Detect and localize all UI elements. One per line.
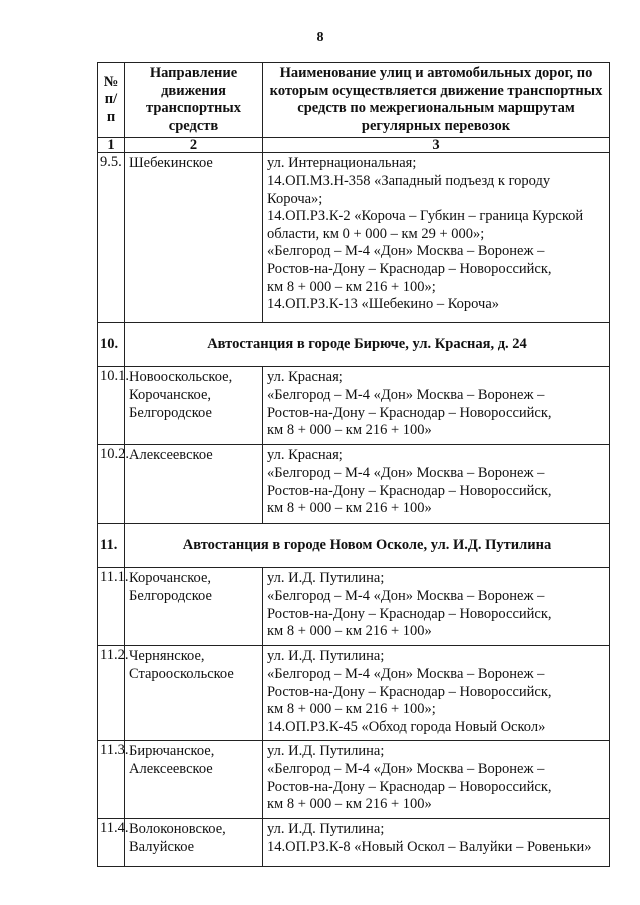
row-roads bbox=[263, 568, 610, 646]
row-number: 11.4. bbox=[98, 819, 125, 867]
cell-line: Ростов-на-Дону – Краснодар – Новороссийск, bbox=[267, 260, 552, 277]
row-number: 11.3. bbox=[98, 741, 125, 819]
row-number: 10.2. bbox=[98, 445, 125, 524]
cell-line: Корочанское, bbox=[129, 386, 212, 403]
cell-line: Бирючанское, bbox=[129, 743, 215, 760]
cell-line: км 8 + 000 – км 216 + 100» bbox=[267, 500, 432, 517]
header-number: № п/п bbox=[98, 63, 125, 138]
cell-line: Ростов-на-Дону – Краснодар – Новороссийск, bbox=[267, 605, 552, 622]
cell-line: ул. И.Д. Путилина; bbox=[267, 648, 385, 665]
table-row bbox=[98, 646, 610, 741]
cell-line: «Белгород – М-4 «Дон» Москва – Воронеж – bbox=[267, 587, 545, 604]
cell-line: ул. Красная; bbox=[267, 369, 343, 386]
table-row bbox=[98, 367, 610, 445]
header-roads: Наименование улиц и автомобильных дорог, по которым осуществляется движение транспортных средств по межрегиональным маршрутам регулярных перевозок bbox=[263, 63, 610, 138]
row-direction bbox=[125, 568, 263, 646]
cell-line: 14.ОП.РЗ.К-45 «Обход города Новый Оскол» bbox=[267, 718, 546, 735]
row-direction bbox=[125, 445, 263, 524]
station-title: Автостанция в городе Бирюче, ул. Красная, д. 24 bbox=[125, 323, 610, 367]
cell-line: Ростов-на-Дону – Краснодар – Новороссийск, bbox=[267, 482, 552, 499]
cell-line: «Белгород – М-4 «Дон» Москва – Воронеж – bbox=[267, 760, 545, 777]
page-number: 8 bbox=[316, 30, 324, 45]
bus-station-row bbox=[98, 323, 610, 367]
column-number-1: 1 bbox=[98, 138, 125, 153]
cell-line: 14.ОП.МЗ.Н-358 «Западный подъезд к городу bbox=[267, 172, 551, 189]
row-roads bbox=[263, 741, 610, 819]
cell-line: Белгородское bbox=[129, 587, 212, 604]
cell-line: Короча»; bbox=[267, 190, 323, 207]
cell-line: Алексеевское bbox=[129, 760, 213, 777]
cell-line: ул. И.Д. Путилина; bbox=[267, 570, 385, 587]
cell-line: Чернянское, bbox=[129, 648, 205, 665]
cell-line: Волоконовское, bbox=[129, 821, 226, 838]
row-roads bbox=[263, 646, 610, 741]
cell-line: 14.ОП.РЗ.К-2 «Короча – Губкин – граница Курской bbox=[267, 208, 584, 225]
row-roads bbox=[263, 819, 610, 867]
cell-line: км 8 + 000 – км 216 + 100» bbox=[267, 623, 432, 640]
routes-table bbox=[97, 62, 610, 867]
cell-line: области, км 0 + 000 – км 29 + 000»; bbox=[267, 225, 485, 242]
station-title: Автостанция в городе Новом Осколе, ул. И.Д. Путилина bbox=[125, 524, 610, 568]
cell-line: Старооскольское bbox=[129, 665, 234, 682]
row-direction bbox=[125, 153, 263, 323]
column-number-2: 2 bbox=[125, 138, 263, 153]
cell-line: Ростов-на-Дону – Краснодар – Новороссийск, bbox=[267, 778, 552, 795]
column-number-3: 3 bbox=[263, 138, 610, 153]
cell-line: км 8 + 000 – км 216 + 100» bbox=[267, 796, 432, 813]
table-row bbox=[98, 741, 610, 819]
cell-line: Белгородское bbox=[129, 404, 212, 421]
cell-line: ул. Красная; bbox=[267, 447, 343, 464]
table-row bbox=[98, 819, 610, 867]
row-roads bbox=[263, 445, 610, 524]
cell-line: ул. И.Д. Путилина; bbox=[267, 821, 385, 838]
cell-line: «Белгород – М-4 «Дон» Москва – Воронеж – bbox=[267, 243, 545, 260]
header-direction: Направление движения транспортных средств bbox=[125, 63, 263, 138]
cell-line: «Белгород – М-4 «Дон» Москва – Воронеж – bbox=[267, 665, 545, 682]
cell-line: Шебекинское bbox=[129, 155, 213, 172]
column-number-row bbox=[98, 138, 610, 153]
row-number: 10.1. bbox=[98, 367, 125, 445]
row-direction bbox=[125, 819, 263, 867]
row-direction bbox=[125, 741, 263, 819]
cell-line: Новооскольское, bbox=[129, 369, 233, 386]
cell-line: Алексеевское bbox=[129, 447, 213, 464]
cell-line: Корочанское, bbox=[129, 570, 212, 587]
cell-line: Ростов-на-Дону – Краснодар – Новороссийск, bbox=[267, 683, 552, 700]
cell-line: км 8 + 000 – км 216 + 100» bbox=[267, 422, 432, 439]
table-row bbox=[98, 568, 610, 646]
cell-line: Ростов-на-Дону – Краснодар – Новороссийск, bbox=[267, 404, 552, 421]
cell-line: «Белгород – М-4 «Дон» Москва – Воронеж – bbox=[267, 386, 545, 403]
cell-line: «Белгород – М-4 «Дон» Москва – Воронеж – bbox=[267, 464, 545, 481]
table-header-row bbox=[98, 63, 610, 138]
table-row bbox=[98, 153, 610, 323]
row-number: 11.1. bbox=[98, 568, 125, 646]
cell-line: 14.ОП.РЗ.К-13 «Шебекино – Короча» bbox=[267, 296, 499, 313]
cell-line: км 8 + 000 – км 216 + 100»; bbox=[267, 278, 436, 295]
row-direction bbox=[125, 367, 263, 445]
table-row bbox=[98, 445, 610, 524]
station-number: 10. bbox=[98, 323, 125, 367]
station-number: 11. bbox=[98, 524, 125, 568]
bus-station-row bbox=[98, 524, 610, 568]
cell-line: км 8 + 000 – км 216 + 100»; bbox=[267, 701, 436, 718]
cell-line: Валуйское bbox=[129, 838, 195, 855]
cell-line: 14.ОП.РЗ.К-8 «Новый Оскол – Валуйки – Ровеньки» bbox=[267, 838, 592, 855]
row-roads bbox=[263, 367, 610, 445]
cell-line: ул. И.Д. Путилина; bbox=[267, 743, 385, 760]
row-direction bbox=[125, 646, 263, 741]
row-roads bbox=[263, 153, 610, 323]
row-number: 9.5. bbox=[98, 153, 125, 323]
row-number: 11.2. bbox=[98, 646, 125, 741]
cell-line: ул. Интернациональная; bbox=[267, 155, 417, 172]
